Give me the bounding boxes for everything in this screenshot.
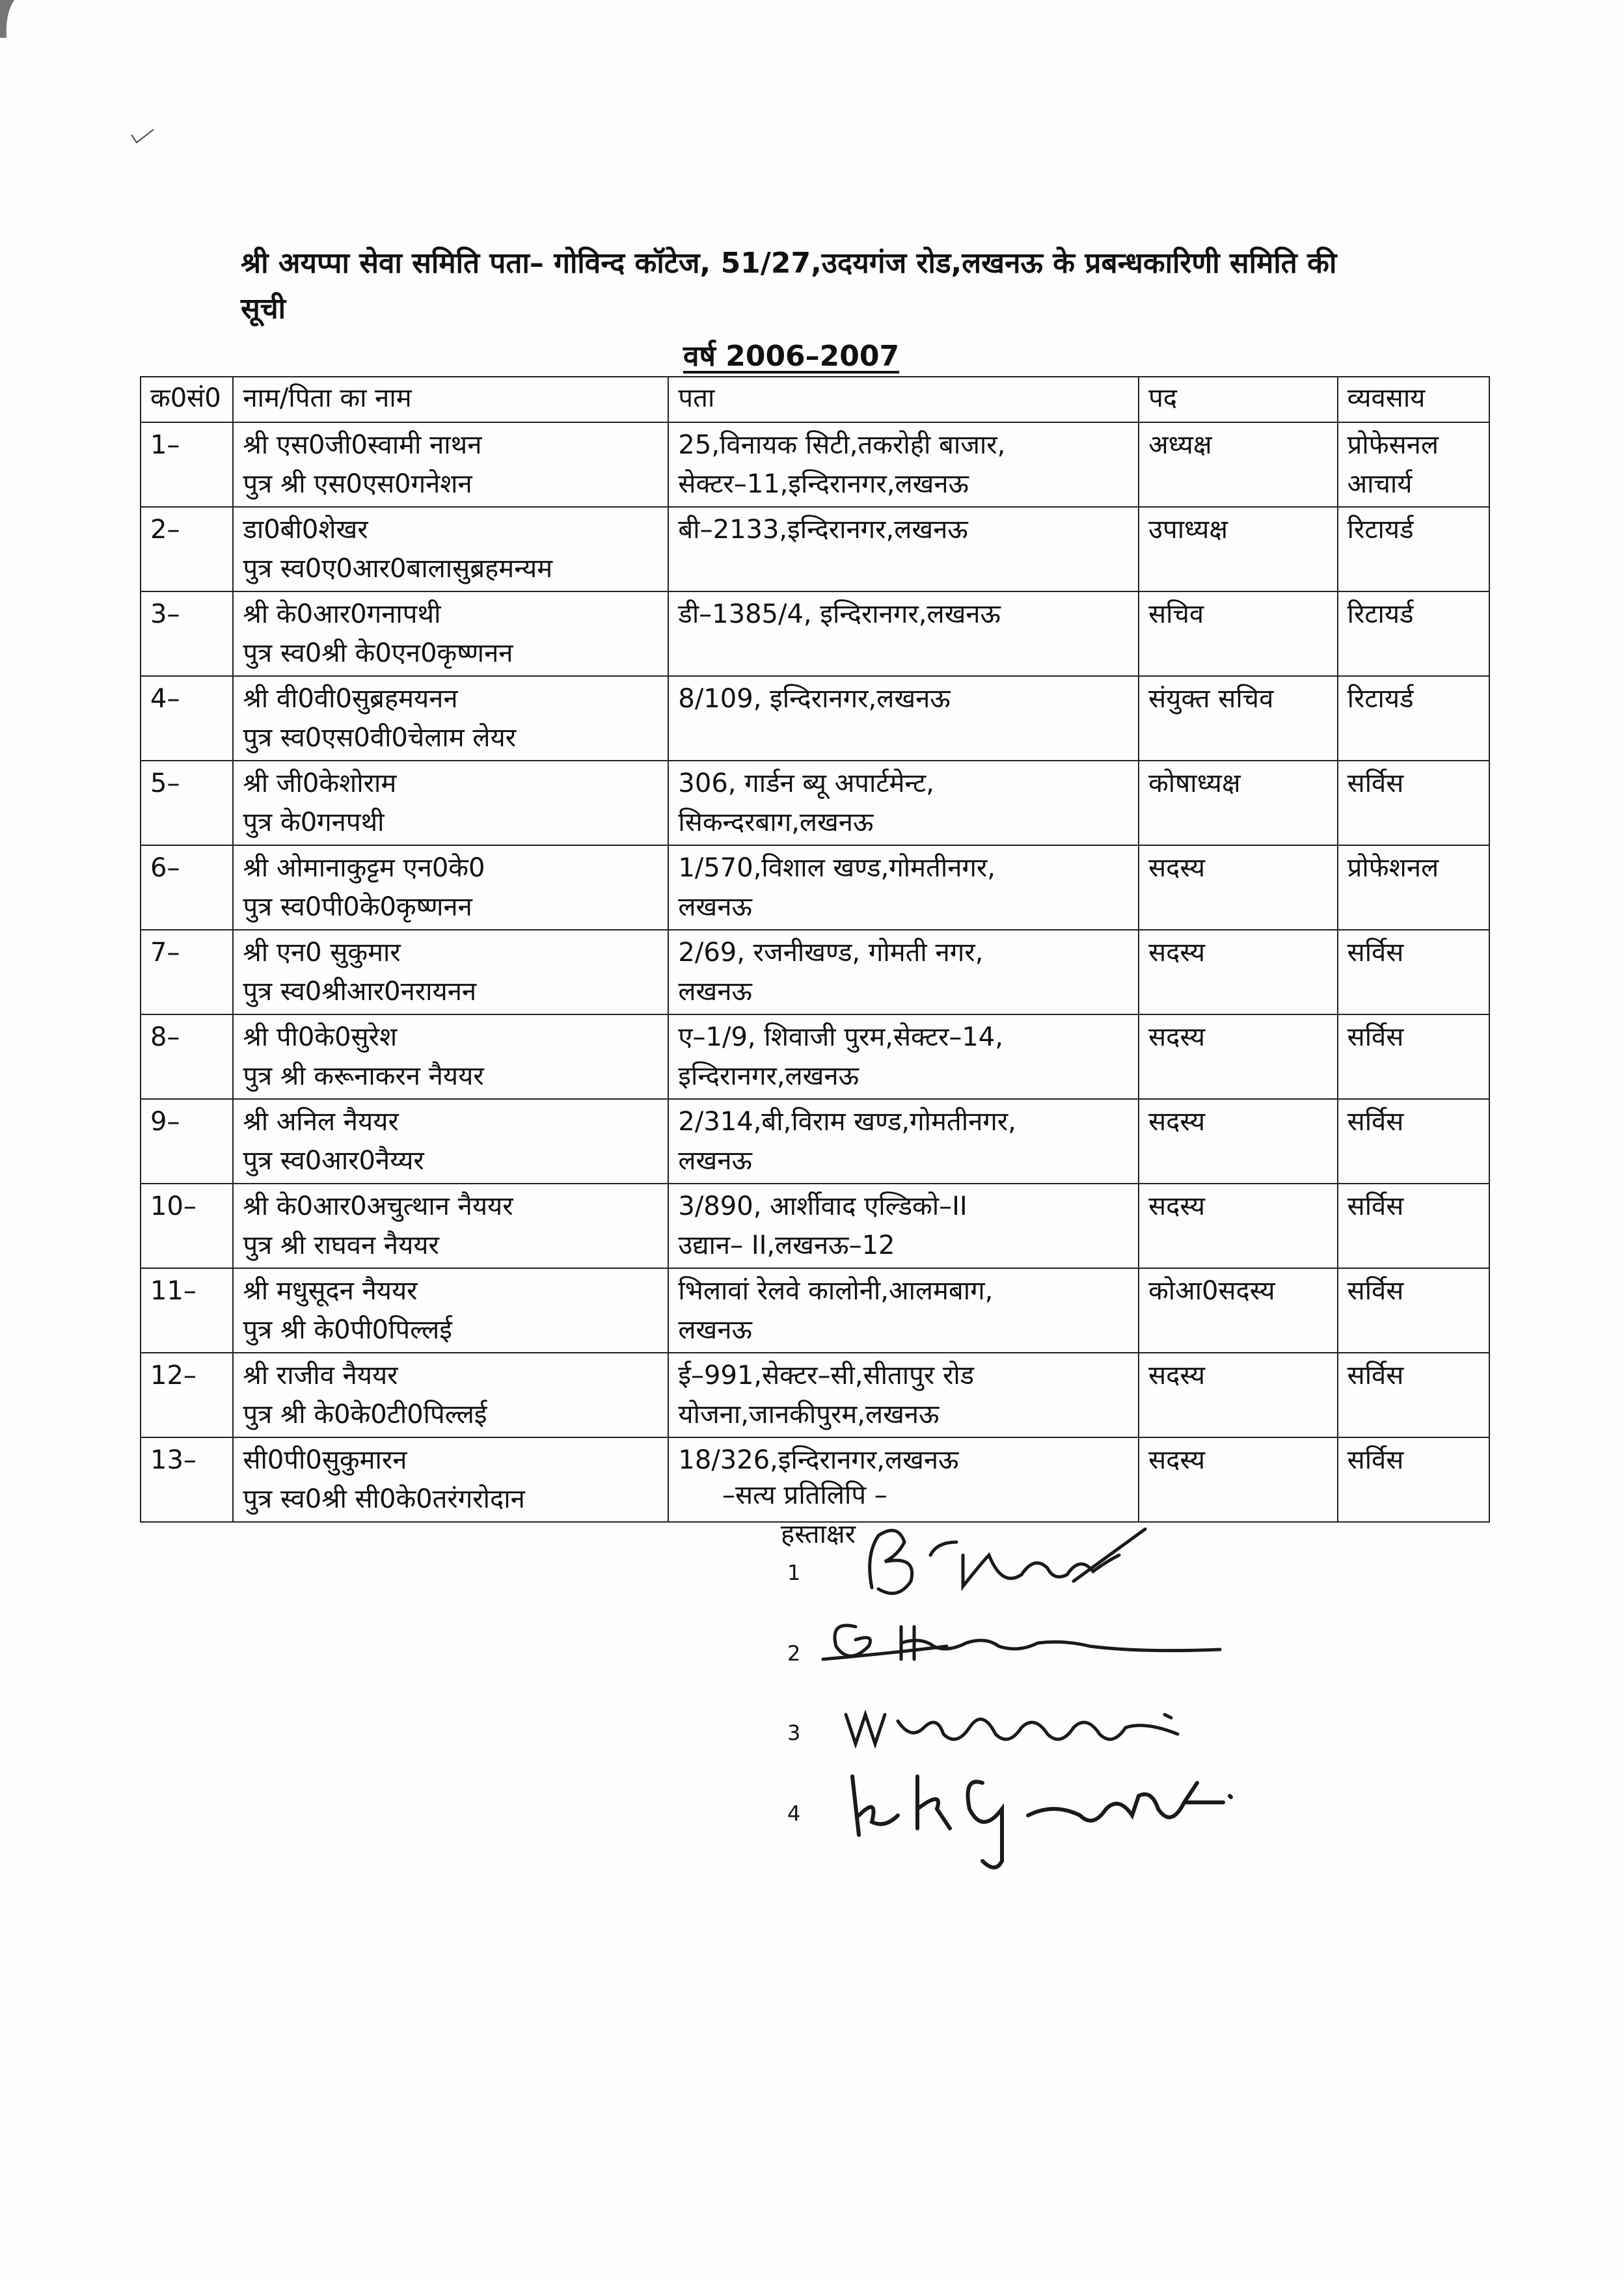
cell-serial-sn: 11–	[150, 1276, 196, 1306]
cell-address-addr1: 25,विनायक सिटी,तकरोही बाजार,	[678, 430, 1006, 460]
cell-address-addr2: इन्दिरानगर,लखनऊ	[678, 1061, 859, 1091]
cell-post	[1139, 761, 1338, 845]
cell-occupation	[1338, 845, 1489, 930]
cell-occupation	[1338, 761, 1489, 845]
cell-address-addr2: योजना,जानकीपुरम,लखनऊ	[678, 1400, 940, 1430]
cell-address-addr1: 2/314,बी,विराम खण्ड,गोमतीनगर,	[678, 1107, 1016, 1137]
table-row	[141, 845, 1489, 930]
cell-occupation	[1338, 422, 1489, 507]
cell-serial	[141, 1268, 233, 1353]
cell-name	[233, 676, 668, 761]
cell-post-post: सदस्य	[1148, 1361, 1206, 1391]
cell-post	[1139, 1268, 1338, 1353]
cell-occupation	[1338, 930, 1489, 1014]
cell-address-addr1: 1/570,विशाल खण्ड,गोमतीनगर,	[678, 853, 995, 883]
committee-table	[140, 376, 1490, 1523]
cell-name-father: पुत्र श्री के0के0टी0पिल्लई	[243, 1400, 487, 1430]
cell-name-father: पुत्र के0गनपथी	[243, 808, 385, 837]
cell-name-father: पुत्र श्री एस0एस0गनेशन	[243, 469, 472, 499]
cell-name	[233, 1099, 668, 1184]
cell-address-addr1: भिलावां रेलवे कालोनी,आलमबाग,	[678, 1276, 994, 1306]
cell-address	[668, 1014, 1139, 1099]
table-row	[141, 1014, 1489, 1099]
cell-post-post: सदस्य	[1148, 938, 1206, 968]
cell-post-post: उपाध्यक्ष	[1148, 515, 1228, 545]
table-row	[141, 1353, 1489, 1437]
cell-serial	[141, 591, 233, 676]
table-body	[141, 422, 1489, 1522]
header-serial: क0सं0	[141, 377, 233, 422]
cell-occupation-occ1: सर्विस	[1347, 1361, 1404, 1391]
cell-occupation-occ1: रिटायर्ड	[1347, 515, 1414, 545]
cell-name-name: श्री के0आर0अचुत्थान नैययर	[243, 1191, 513, 1221]
cell-post-post: कोषाध्यक्ष	[1148, 768, 1241, 798]
cell-name-father: पुत्र स्व0एस0वी0चेलाम लेयर	[243, 723, 517, 753]
cell-serial-sn: 13–	[150, 1445, 196, 1475]
cell-address	[668, 1353, 1139, 1437]
cell-post-post: सदस्य	[1148, 1191, 1206, 1221]
cell-post	[1139, 1099, 1338, 1184]
cell-name-father: पुत्र श्री राघवन नैययर	[243, 1230, 439, 1260]
cell-post	[1139, 591, 1338, 676]
handwritten-signature-3	[839, 1689, 1204, 1760]
signatory-number-1: 1	[787, 1560, 801, 1585]
cell-occupation	[1338, 1437, 1489, 1522]
cell-name-father: पुत्र स्व0आर0नैय्यर	[243, 1146, 424, 1176]
cell-name-father: पुत्र स्व0ए0आर0बालासुब्रहमन्यम	[243, 554, 553, 584]
cell-name-father: पुत्र स्व0श्री के0एन0कृष्णनन	[243, 638, 513, 668]
cell-occupation-occ1: सर्विस	[1347, 1107, 1404, 1137]
cell-address-addr2: लखनऊ	[678, 1146, 752, 1176]
cell-name	[233, 1014, 668, 1099]
cell-serial-sn: 4–	[150, 684, 180, 714]
signature-label: हस्ताक्षर	[781, 1519, 856, 1549]
header-address: पता	[668, 377, 1139, 422]
cell-occupation-occ1: सर्विस	[1347, 938, 1404, 968]
table-header-row	[141, 377, 1489, 422]
cell-occupation	[1338, 676, 1489, 761]
header-name: नाम/पिता का नाम	[233, 377, 668, 422]
cell-post	[1139, 1184, 1338, 1268]
cell-serial	[141, 422, 233, 507]
cell-name-name: श्री मधुसूदन नैययर	[243, 1276, 418, 1306]
cell-address-addr1: बी–2133,इन्दिरानगर,लखनऊ	[678, 515, 968, 545]
cell-address-addr1: ई–991,सेक्टर–सी,सीतापुर रोड	[678, 1361, 975, 1391]
cell-serial-sn: 8–	[150, 1022, 180, 1052]
cell-name-name: श्री के0आर0गनापथी	[243, 599, 441, 629]
cell-post	[1139, 422, 1338, 507]
handwritten-signature-2	[817, 1607, 1233, 1679]
cell-name	[233, 845, 668, 930]
cell-address	[668, 930, 1139, 1014]
cell-occupation-occ1: सर्विस	[1347, 1191, 1404, 1221]
cell-occupation	[1338, 1184, 1489, 1268]
table-row	[141, 1268, 1489, 1353]
cell-address	[668, 1099, 1139, 1184]
cell-post	[1139, 676, 1338, 761]
cell-name	[233, 761, 668, 845]
signatory-number-3: 3	[787, 1720, 801, 1745]
cell-serial	[141, 1099, 233, 1184]
cell-name-name: श्री वी0वी0सुब्रहमयनन	[243, 684, 458, 714]
cell-serial-sn: 12–	[150, 1361, 196, 1391]
cell-post	[1139, 930, 1338, 1014]
cell-serial	[141, 1353, 233, 1437]
cell-occupation	[1338, 1099, 1489, 1184]
cell-occupation	[1338, 1014, 1489, 1099]
cell-address-addr2: लखनऊ	[678, 977, 752, 1007]
cell-post-post: संयुक्त सचिव	[1148, 684, 1274, 714]
cell-name-name: श्री पी0के0सुरेश	[243, 1022, 398, 1052]
cell-occupation-occ1: रिटायर्ड	[1347, 599, 1414, 629]
cell-occupation-occ1: सर्विस	[1347, 1445, 1404, 1475]
cell-address-addr1: 3/890, आर्शीवाद एल्डिको–II	[678, 1191, 968, 1221]
cell-address	[668, 422, 1139, 507]
cell-occupation-occ1: सर्विस	[1347, 1022, 1404, 1052]
table-row	[141, 930, 1489, 1014]
cell-address-addr2: लखनऊ	[678, 892, 752, 922]
cell-post-post: कोआ0सदस्य	[1148, 1276, 1275, 1306]
signatory-number-2: 2	[787, 1641, 801, 1666]
cell-serial	[141, 845, 233, 930]
cell-address	[668, 676, 1139, 761]
cell-post-post: सदस्य	[1148, 1022, 1206, 1052]
cell-occupation-occ1: प्रोफेसनल	[1347, 430, 1439, 460]
cell-post-post: सदस्य	[1148, 853, 1206, 883]
cell-address-addr1: डी–1385/4, इन्दिरानगर,लखनऊ	[678, 599, 1001, 629]
cell-occupation	[1338, 1353, 1489, 1437]
table-row	[141, 591, 1489, 676]
cell-name	[233, 1184, 668, 1268]
cell-address	[668, 1268, 1139, 1353]
cell-name-name: श्री राजीव नैययर	[243, 1361, 398, 1391]
cell-serial	[141, 1184, 233, 1268]
table-row	[141, 1184, 1489, 1268]
table-row	[141, 676, 1489, 761]
cell-post	[1139, 1014, 1338, 1099]
cell-name-name: श्री ओमानाकुट्टम एन0के0	[243, 853, 485, 883]
table-row	[141, 761, 1489, 845]
cell-serial	[141, 1014, 233, 1099]
cell-name	[233, 507, 668, 591]
cell-name	[233, 591, 668, 676]
cell-serial-sn: 10–	[150, 1191, 196, 1221]
cell-serial	[141, 761, 233, 845]
cell-address-addr2: सेक्टर–11,इन्दिरानगर,लखनऊ	[678, 469, 969, 499]
pen-tick-mark	[130, 127, 156, 146]
cell-serial-sn: 6–	[150, 853, 180, 883]
cell-name-name: श्री अनिल नैययर	[243, 1107, 399, 1137]
handwritten-signature-4	[833, 1757, 1288, 1874]
cell-occupation-occ1: रिटायर्ड	[1347, 684, 1414, 714]
cell-name	[233, 422, 668, 507]
cell-name	[233, 930, 668, 1014]
cell-address-addr2: लखनऊ	[678, 1315, 752, 1345]
cell-post	[1139, 507, 1338, 591]
cell-post-post: सदस्य	[1148, 1107, 1206, 1137]
cell-address-addr1: 18/326,इन्दिरानगर,लखनऊ	[678, 1445, 959, 1475]
table-row	[141, 1099, 1489, 1184]
cell-address-addr1: 8/109, इन्दिरानगर,लखनऊ	[678, 684, 951, 714]
table-row	[141, 507, 1489, 591]
cell-address	[668, 507, 1139, 591]
header-post: पद	[1139, 377, 1338, 422]
cell-occupation-occ1: सर्विस	[1347, 768, 1404, 798]
cell-post	[1139, 845, 1338, 930]
true-copy-label: –सत्य प्रतिलिपि –	[722, 1480, 887, 1510]
cell-serial	[141, 507, 233, 591]
cell-address-addr1: 306, गार्डन ब्यू अपार्टमेन्ट,	[678, 768, 934, 798]
document-title: श्री अयप्पा सेवा समिति पता– गोविन्द कॉटेज, 51/27,उदयगंज रोड,लखनऊ के प्रबन्धकारिणी समिति की सूची	[241, 247, 1337, 325]
cell-serial-sn: 2–	[150, 515, 180, 545]
cell-name-father: पुत्र स्व0पी0के0कृष्णनन	[243, 892, 472, 922]
cell-serial-sn: 7–	[150, 938, 180, 968]
cell-name-father: पुत्र स्व0श्री सी0के0तरंगरोदान	[243, 1484, 525, 1514]
cell-serial-sn: 1–	[150, 430, 180, 460]
cell-address-addr1: 2/69, रजनीखण्ड, गोमती नगर,	[678, 938, 984, 968]
cell-post	[1139, 1437, 1338, 1522]
header-occupation: व्यवसाय	[1338, 377, 1489, 422]
cell-post-post: अध्यक्ष	[1148, 430, 1212, 460]
cell-name-name: श्री एस0जी0स्वामी नाथन	[243, 430, 482, 460]
table-row	[141, 422, 1489, 507]
handwritten-signature-1	[859, 1516, 1171, 1607]
cell-occupation-occ1: सर्विस	[1347, 1276, 1404, 1306]
cell-address-addr2: सिकन्दरबाग,लखनऊ	[678, 808, 874, 837]
cell-serial	[141, 930, 233, 1014]
cell-name	[233, 1268, 668, 1353]
signatory-number-4: 4	[787, 1801, 801, 1826]
cell-address	[668, 761, 1139, 845]
cell-name	[233, 1353, 668, 1437]
cell-name-father: पुत्र श्री करूनाकरन नैययर	[243, 1061, 484, 1091]
cell-post-post: सदस्य	[1148, 1445, 1206, 1475]
cell-name-name: सी0पी0सुकुमारन	[243, 1445, 407, 1475]
cell-name-name: श्री जी0केशोराम	[243, 768, 397, 798]
document-year: वर्ष 2006–2007	[683, 340, 900, 373]
cell-occupation-occ2: आचार्य	[1347, 469, 1413, 499]
cell-address-addr1: ए–1/9, शिवाजी पुरम,सेक्टर–14,	[678, 1022, 1003, 1052]
cell-address	[668, 845, 1139, 930]
cell-name-name: श्री एन0 सुकुमार	[243, 938, 401, 968]
cell-name-father: पुत्र श्री के0पी0पिल्लई	[243, 1315, 452, 1345]
cell-name	[233, 1437, 668, 1522]
cell-address	[668, 1184, 1139, 1268]
cell-post	[1139, 1353, 1338, 1437]
cell-name-father: पुत्र स्व0श्रीआर0नरायनन	[243, 977, 477, 1007]
cell-post-post: सचिव	[1148, 599, 1204, 629]
page-corner-mark	[0, 0, 26, 39]
cell-name-name: डा0बी0शेखर	[243, 515, 368, 545]
cell-serial	[141, 1437, 233, 1522]
cell-serial-sn: 3–	[150, 599, 180, 629]
cell-serial-sn: 5–	[150, 768, 180, 798]
cell-address-addr2: उद्यान– II,लखनऊ–12	[678, 1230, 895, 1260]
cell-serial-sn: 9–	[150, 1107, 180, 1137]
cell-address	[668, 591, 1139, 676]
cell-serial	[141, 676, 233, 761]
cell-occupation	[1338, 591, 1489, 676]
cell-occupation	[1338, 507, 1489, 591]
cell-occupation	[1338, 1268, 1489, 1353]
cell-occupation-occ1: प्रोफेशनल	[1347, 853, 1439, 883]
